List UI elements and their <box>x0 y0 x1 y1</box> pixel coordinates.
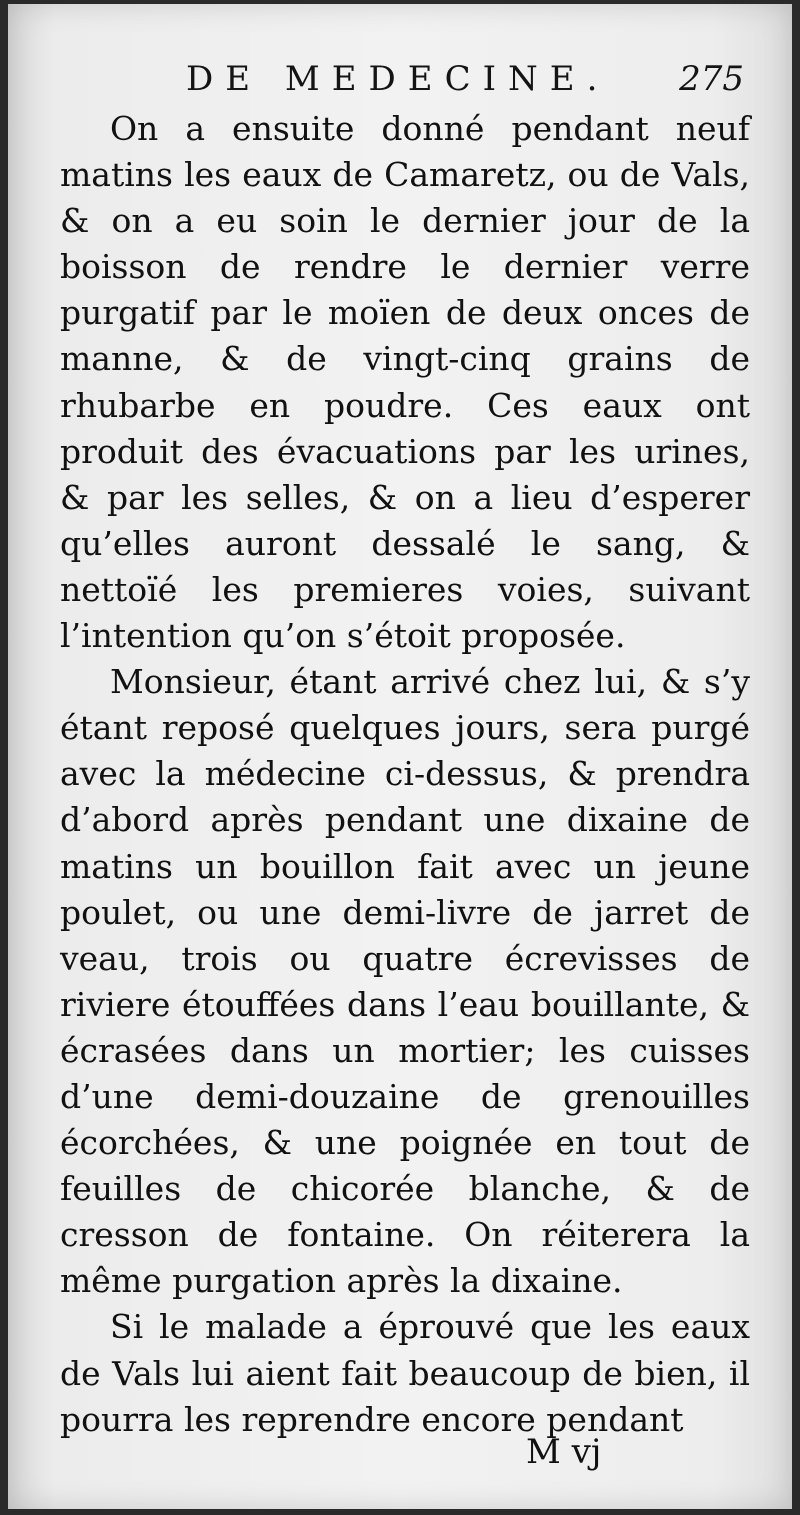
running-head: DE MEDECINE. <box>186 59 610 99</box>
paragraph-1: On a ensuite donné pendant neuf matins les eaux de Camaretz, ou de Vals, & on a eu soin le dernier jour de la boisson de rendre le dernier verre purgatif par le moïen de deux onces de manne, & de vingt-cinq grains de rhubarbe en poudre. Ces eaux ont produit des évacuations par les urines, & par les selles, & on a lieu d’esperer qu’elles auront dessalé le sang, & nettoïé les premieres voies, suivant l’intention qu’on s’étoit proposée. <box>60 109 750 656</box>
paragraph-3: Si le malade a éprouvé que les eaux de Vals lui aient fait beaucoup de bien, il pourra les reprendre encore pendant <box>60 1307 750 1439</box>
page-number: 275 <box>679 59 744 99</box>
book-page <box>8 4 792 1509</box>
body-text <box>60 106 750 1443</box>
paragraph-2: Monsieur, étant arrivé chez lui, & s’y étant reposé quelques jours, sera purgé avec la médecine ci-dessus, & prendra d’abord après pendant une dixaine de matins un bouillon fait avec un jeune poulet, ou une demi-livre de jarret de veau, trois ou quatre écrevisses de riviere étouffées dans l’eau bouillante, & écrasées dans un mortier; les cuisses d’une demi-douzaine de grenouilles écorchées, & une poignée en tout de feuilles de chicorée blanche, & de cresson de fontaine. On réiterera la même purgation après la dixaine. <box>60 662 750 1301</box>
page-header <box>8 54 792 104</box>
signature-mark: M vj <box>526 1432 602 1472</box>
